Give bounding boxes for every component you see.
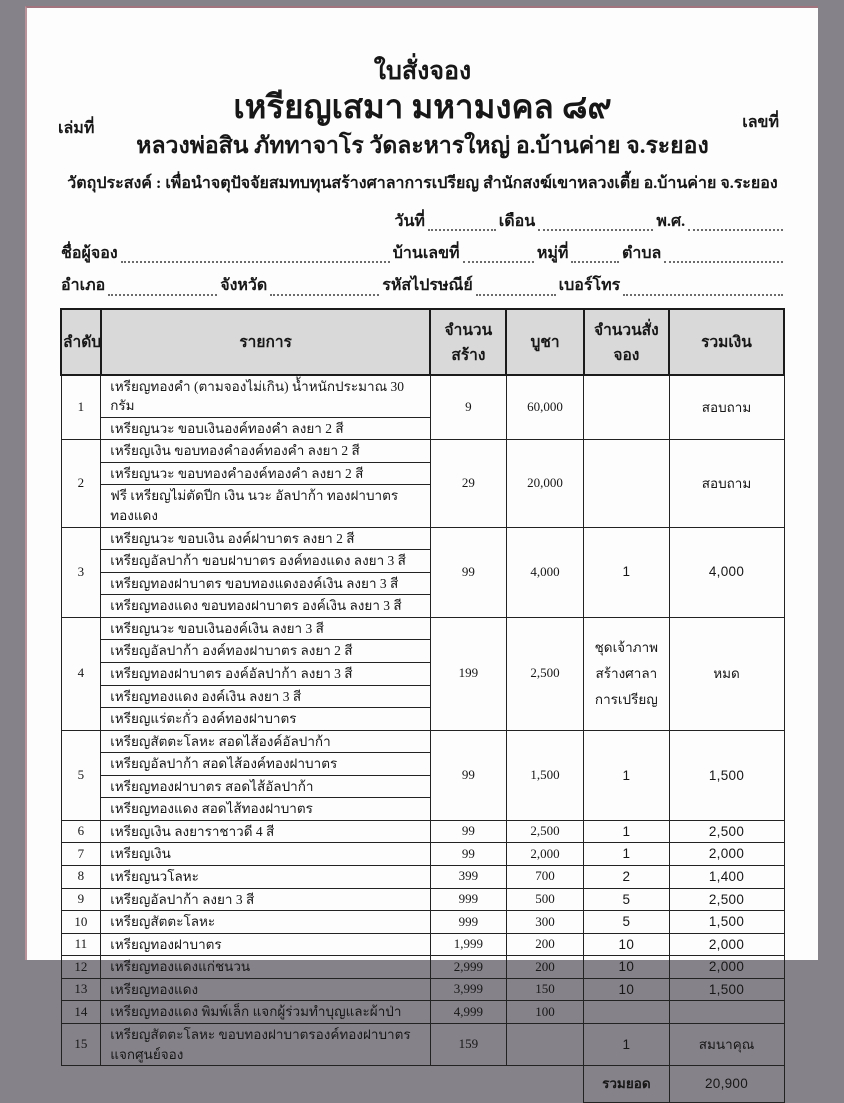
item-line-cell: เหรียญสัตตะโลหะ ขอบทองฝาบาตรองค์ทองฝาบาตร แจกศูนย์จอง (101, 1023, 431, 1065)
house-no-label: บ้านเลขที่ (392, 245, 460, 263)
row-number-cell: 14 (61, 1001, 101, 1024)
moo-fill-line (571, 245, 618, 263)
item-line-cell: เหรียญนวะ ขอบทองคำองค์ทองคำ ลงยา 2 สี (101, 462, 431, 485)
grand-total-value: 20,900 (669, 1066, 784, 1103)
table-row (61, 440, 784, 463)
house-no-fill-line (463, 245, 534, 263)
price-cell: 100 (506, 1001, 583, 1024)
row-number-cell: 3 (61, 527, 101, 617)
orderer-name-fill-line (121, 245, 390, 263)
total-cell: 2,000 (669, 956, 784, 979)
order-note-line: การเปรียญ (594, 691, 658, 707)
price-cell: 1,500 (506, 730, 583, 820)
total-cell: 2,500 (669, 888, 784, 911)
order-qty-cell: 10 (584, 956, 669, 979)
order-qty-cell: 5 (584, 911, 669, 934)
order-qty-cell: 10 (584, 933, 669, 956)
item-line-cell: เหรียญอัลปาก้า ลงยา 3 สี (101, 888, 431, 911)
order-qty-cell: 1 (584, 1023, 669, 1065)
table-row (61, 933, 784, 956)
total-cell: 2,500 (669, 820, 784, 843)
spacer (60, 230, 394, 231)
item-line-cell: เหรียญเงิน (101, 843, 431, 866)
book-no-label: เล่มที่ (58, 120, 95, 137)
item-line-cell: เหรียญทองแดง องค์เงิน ลงยา 3 สี (101, 685, 431, 708)
month-fill-line (538, 213, 653, 231)
qty-made-cell: 159 (430, 1023, 506, 1065)
row-number-cell: 11 (61, 933, 101, 956)
price-cell: 2,500 (506, 617, 583, 730)
total-cell: สอบถาม (669, 375, 784, 440)
table-row (61, 820, 784, 843)
item-line-cell: เหรียญนวะ ขอบเงินองค์เงิน ลงยา 3 สี (101, 617, 431, 640)
order-qty-cell (584, 440, 669, 527)
col-header-item: รายการ (101, 309, 431, 375)
amphoe-label: อำเภอ (61, 277, 106, 295)
item-line-cell: เหรียญทองแดง พิมพ์เล็ก แจกผู้ร่วมทำบุญและผ้าป่า (101, 1001, 431, 1024)
item-line-cell: เหรียญทองแดง (101, 978, 431, 1001)
table-row (61, 375, 784, 418)
form-title: ใบสั่งจอง (373, 58, 472, 85)
order-note-line: ชุดเจ้าภาพ (594, 640, 659, 656)
table-row (61, 978, 784, 1001)
order-qty-cell (584, 617, 669, 730)
price-cell: 60,000 (506, 375, 583, 440)
qty-made-cell: 2,999 (430, 956, 506, 979)
price-cell: 500 (506, 888, 583, 911)
province-label: จังหวัด (220, 277, 268, 295)
qty-made-cell: 199 (430, 617, 506, 730)
row-number-cell: 7 (61, 843, 101, 866)
col-header-price: บูชา (506, 309, 583, 375)
item-line-cell: เหรียญอัลปาก้า องค์ทองฝาบาตร ลงยา 2 สี (101, 640, 431, 663)
row-number-cell: 15 (61, 1023, 101, 1065)
qty-made-cell: 99 (430, 843, 506, 866)
item-line-cell: เหรียญสัตตะโลหะ (101, 911, 431, 934)
qty-made-cell: 99 (430, 730, 506, 820)
item-line-cell: เหรียญสัตตะโลหะ สอดไส้องค์อัลปาก้า (101, 730, 431, 753)
number-label: เลขที่ (742, 114, 779, 131)
item-line-cell: เหรียญอัลปาก้า ขอบฝาบาตร องค์ทองแดง ลงยา 3 สี (101, 550, 431, 573)
item-line-cell: เหรียญทองแดง สอดไส้ทองฝาบาตร (101, 798, 431, 821)
moo-label: หมู่ที่ (536, 245, 569, 263)
name-line (60, 244, 785, 263)
qty-made-cell: 999 (430, 911, 506, 934)
order-qty-cell: 5 (584, 888, 669, 911)
table-row (61, 866, 784, 889)
row-number-cell: 1 (61, 375, 101, 440)
price-cell: 700 (506, 866, 583, 889)
table-row (61, 730, 784, 753)
row-number-cell: 8 (61, 866, 101, 889)
month-label: เดือน (498, 213, 536, 231)
order-note-line: สร้างศาลา (595, 665, 658, 681)
footer-blank-area (61, 1066, 584, 1103)
item-line-cell: เหรียญทองฝาบาตร (101, 933, 431, 956)
date-label: วันที่ (394, 213, 425, 231)
qty-made-cell: 99 (430, 820, 506, 843)
year-fill-line (688, 213, 783, 231)
item-line-cell: เหรียญทองฝาบาตร ขอบทองแดงองค์เงิน ลงยา 3 สี (101, 572, 431, 595)
row-number-cell: 5 (61, 730, 101, 820)
order-table (60, 308, 785, 1103)
table-row (61, 911, 784, 934)
order-qty-cell: 1 (584, 820, 669, 843)
qty-made-cell: 399 (430, 866, 506, 889)
item-line-cell: ฟรี เหรียญไม่ตัดปีก เงิน นวะ อัลปาก้า ทองฝาบาตร ทองแดง (101, 485, 431, 527)
price-cell: 300 (506, 911, 583, 934)
table-row (61, 843, 784, 866)
amphoe-fill-line (108, 278, 217, 296)
total-cell: สมนาคุณ (669, 1023, 784, 1065)
col-header-qty-ordered: จำนวนสั่งจอง (584, 309, 669, 375)
total-cell: 2,000 (669, 933, 784, 956)
total-cell: หมด (669, 617, 784, 730)
price-cell: 4,000 (506, 527, 583, 617)
table-row (61, 617, 784, 640)
item-line-cell: เหรียญนวะ ขอบเงินองค์ทองคำ ลงยา 2 สี (101, 417, 431, 440)
item-line-cell: เหรียญนวะ ขอบเงิน องค์ฝาบาตร ลงยา 2 สี (101, 527, 431, 550)
qty-made-cell: 3,999 (430, 978, 506, 1001)
order-qty-cell: 1 (584, 527, 669, 617)
price-cell: 200 (506, 956, 583, 979)
qty-made-cell: 9 (430, 375, 506, 440)
qty-made-cell: 999 (430, 888, 506, 911)
item-line-cell: เหรียญนวโลหะ (101, 866, 431, 889)
date-line (60, 212, 785, 231)
year-label: พ.ศ. (656, 213, 686, 231)
price-cell: 20,000 (506, 440, 583, 527)
province-fill-line (270, 278, 379, 296)
phone-label: เบอร์โทร (558, 277, 621, 295)
table-row (61, 1023, 784, 1065)
temple-subtitle: หลวงพ่อสิน ภัททาจาโร วัดละหารใหญ่ อ.บ้านค่าย จ.ระยอง (136, 133, 709, 159)
order-qty-cell (584, 1001, 669, 1024)
tambon-label: ตำบล (621, 245, 662, 263)
row-number-cell: 9 (61, 888, 101, 911)
row-number-cell: 2 (61, 440, 101, 527)
item-line-cell: เหรียญอัลปาก้า สอดไส้องค์ทองฝาบาตร (101, 753, 431, 776)
item-line-cell: เหรียญเงิน ลงยาราชาวดี 4 สี (101, 820, 431, 843)
table-row (61, 956, 784, 979)
price-cell: 2,000 (506, 843, 583, 866)
row-number-cell: 12 (61, 956, 101, 979)
table-row (61, 888, 784, 911)
total-cell: 1,500 (669, 978, 784, 1001)
total-cell: 1,500 (669, 911, 784, 934)
table-row (61, 1001, 784, 1024)
qty-made-cell: 1,999 (430, 933, 506, 956)
item-line-cell: เหรียญเงิน ขอบทองคำองค์ทองคำ ลงยา 2 สี (101, 440, 431, 463)
col-header-index: ลำดับ (61, 309, 101, 375)
tambon-fill-line (664, 245, 783, 263)
date-fill-line (428, 213, 496, 231)
grand-total-label: รวมยอด (584, 1066, 669, 1103)
order-qty-cell: 1 (584, 730, 669, 820)
total-cell (669, 1001, 784, 1024)
item-line-cell: เหรียญทองแดง ขอบทองฝาบาตร องค์เงิน ลงยา 3 สี (101, 595, 431, 618)
qty-made-cell: 4,999 (430, 1001, 506, 1024)
price-cell (506, 1023, 583, 1065)
row-number-cell: 10 (61, 911, 101, 934)
main-title: เหรียญเสมา มหามงคล ๘๙ (233, 89, 612, 126)
table-header-row (61, 309, 784, 375)
item-line-cell: เหรียญทองฝาบาตร องค์อัลปาก้า ลงยา 3 สี (101, 662, 431, 685)
price-cell: 200 (506, 933, 583, 956)
order-qty-cell: 2 (584, 866, 669, 889)
phone-fill-line (623, 278, 783, 296)
fill-in-section (60, 212, 785, 296)
qty-made-cell: 29 (430, 440, 506, 527)
row-number-cell: 4 (61, 617, 101, 730)
col-header-qty-made: จำนวนสร้าง (430, 309, 506, 375)
total-cell: สอบถาม (669, 440, 784, 527)
total-cell: 1,400 (669, 866, 784, 889)
order-qty-cell: 10 (584, 978, 669, 1001)
order-qty-cell (584, 375, 669, 440)
orderer-name-label: ชื่อผู้จอง (61, 245, 118, 263)
address-line (60, 276, 785, 295)
order-qty-cell: 1 (584, 843, 669, 866)
row-number-cell: 13 (61, 978, 101, 1001)
document-header (60, 58, 785, 196)
qty-made-cell: 99 (430, 527, 506, 617)
total-cell: 2,000 (669, 843, 784, 866)
item-line-cell: เหรียญทองฝาบาตร สอดไส้อัลปาก้า (101, 775, 431, 798)
row-number-cell: 6 (61, 820, 101, 843)
price-cell: 150 (506, 978, 583, 1001)
item-line-cell: เหรียญแร่ตะกั่ว องค์ทองฝาบาตร (101, 708, 431, 731)
item-line-cell: เหรียญทองแดงแก่ชนวน (101, 956, 431, 979)
grand-total-row (61, 1066, 784, 1103)
price-cell: 2,500 (506, 820, 583, 843)
total-cell: 4,000 (669, 527, 784, 617)
objective-line: วัตถุประสงค์ : เพื่อนำจตุปัจจัยสมทบทุนสร้างศาลาการเปรียญ สำนักสงฆ์เขาหลวงเตี้ย อ.บ้านค่าย จ.ระยอง (67, 175, 778, 193)
postcode-fill-line (476, 278, 556, 296)
postcode-label: รหัสไปรษณีย์ (382, 277, 473, 295)
item-line-cell: เหรียญทองคำ (ตามจองไม่เกิน) น้ำหนักประมาณ 30 กรัม (101, 375, 431, 418)
document-page (25, 6, 818, 1092)
table-row (61, 527, 784, 550)
total-cell: 1,500 (669, 730, 784, 820)
order-table-body (61, 375, 784, 1103)
col-header-total: รวมเงิน (669, 309, 784, 375)
